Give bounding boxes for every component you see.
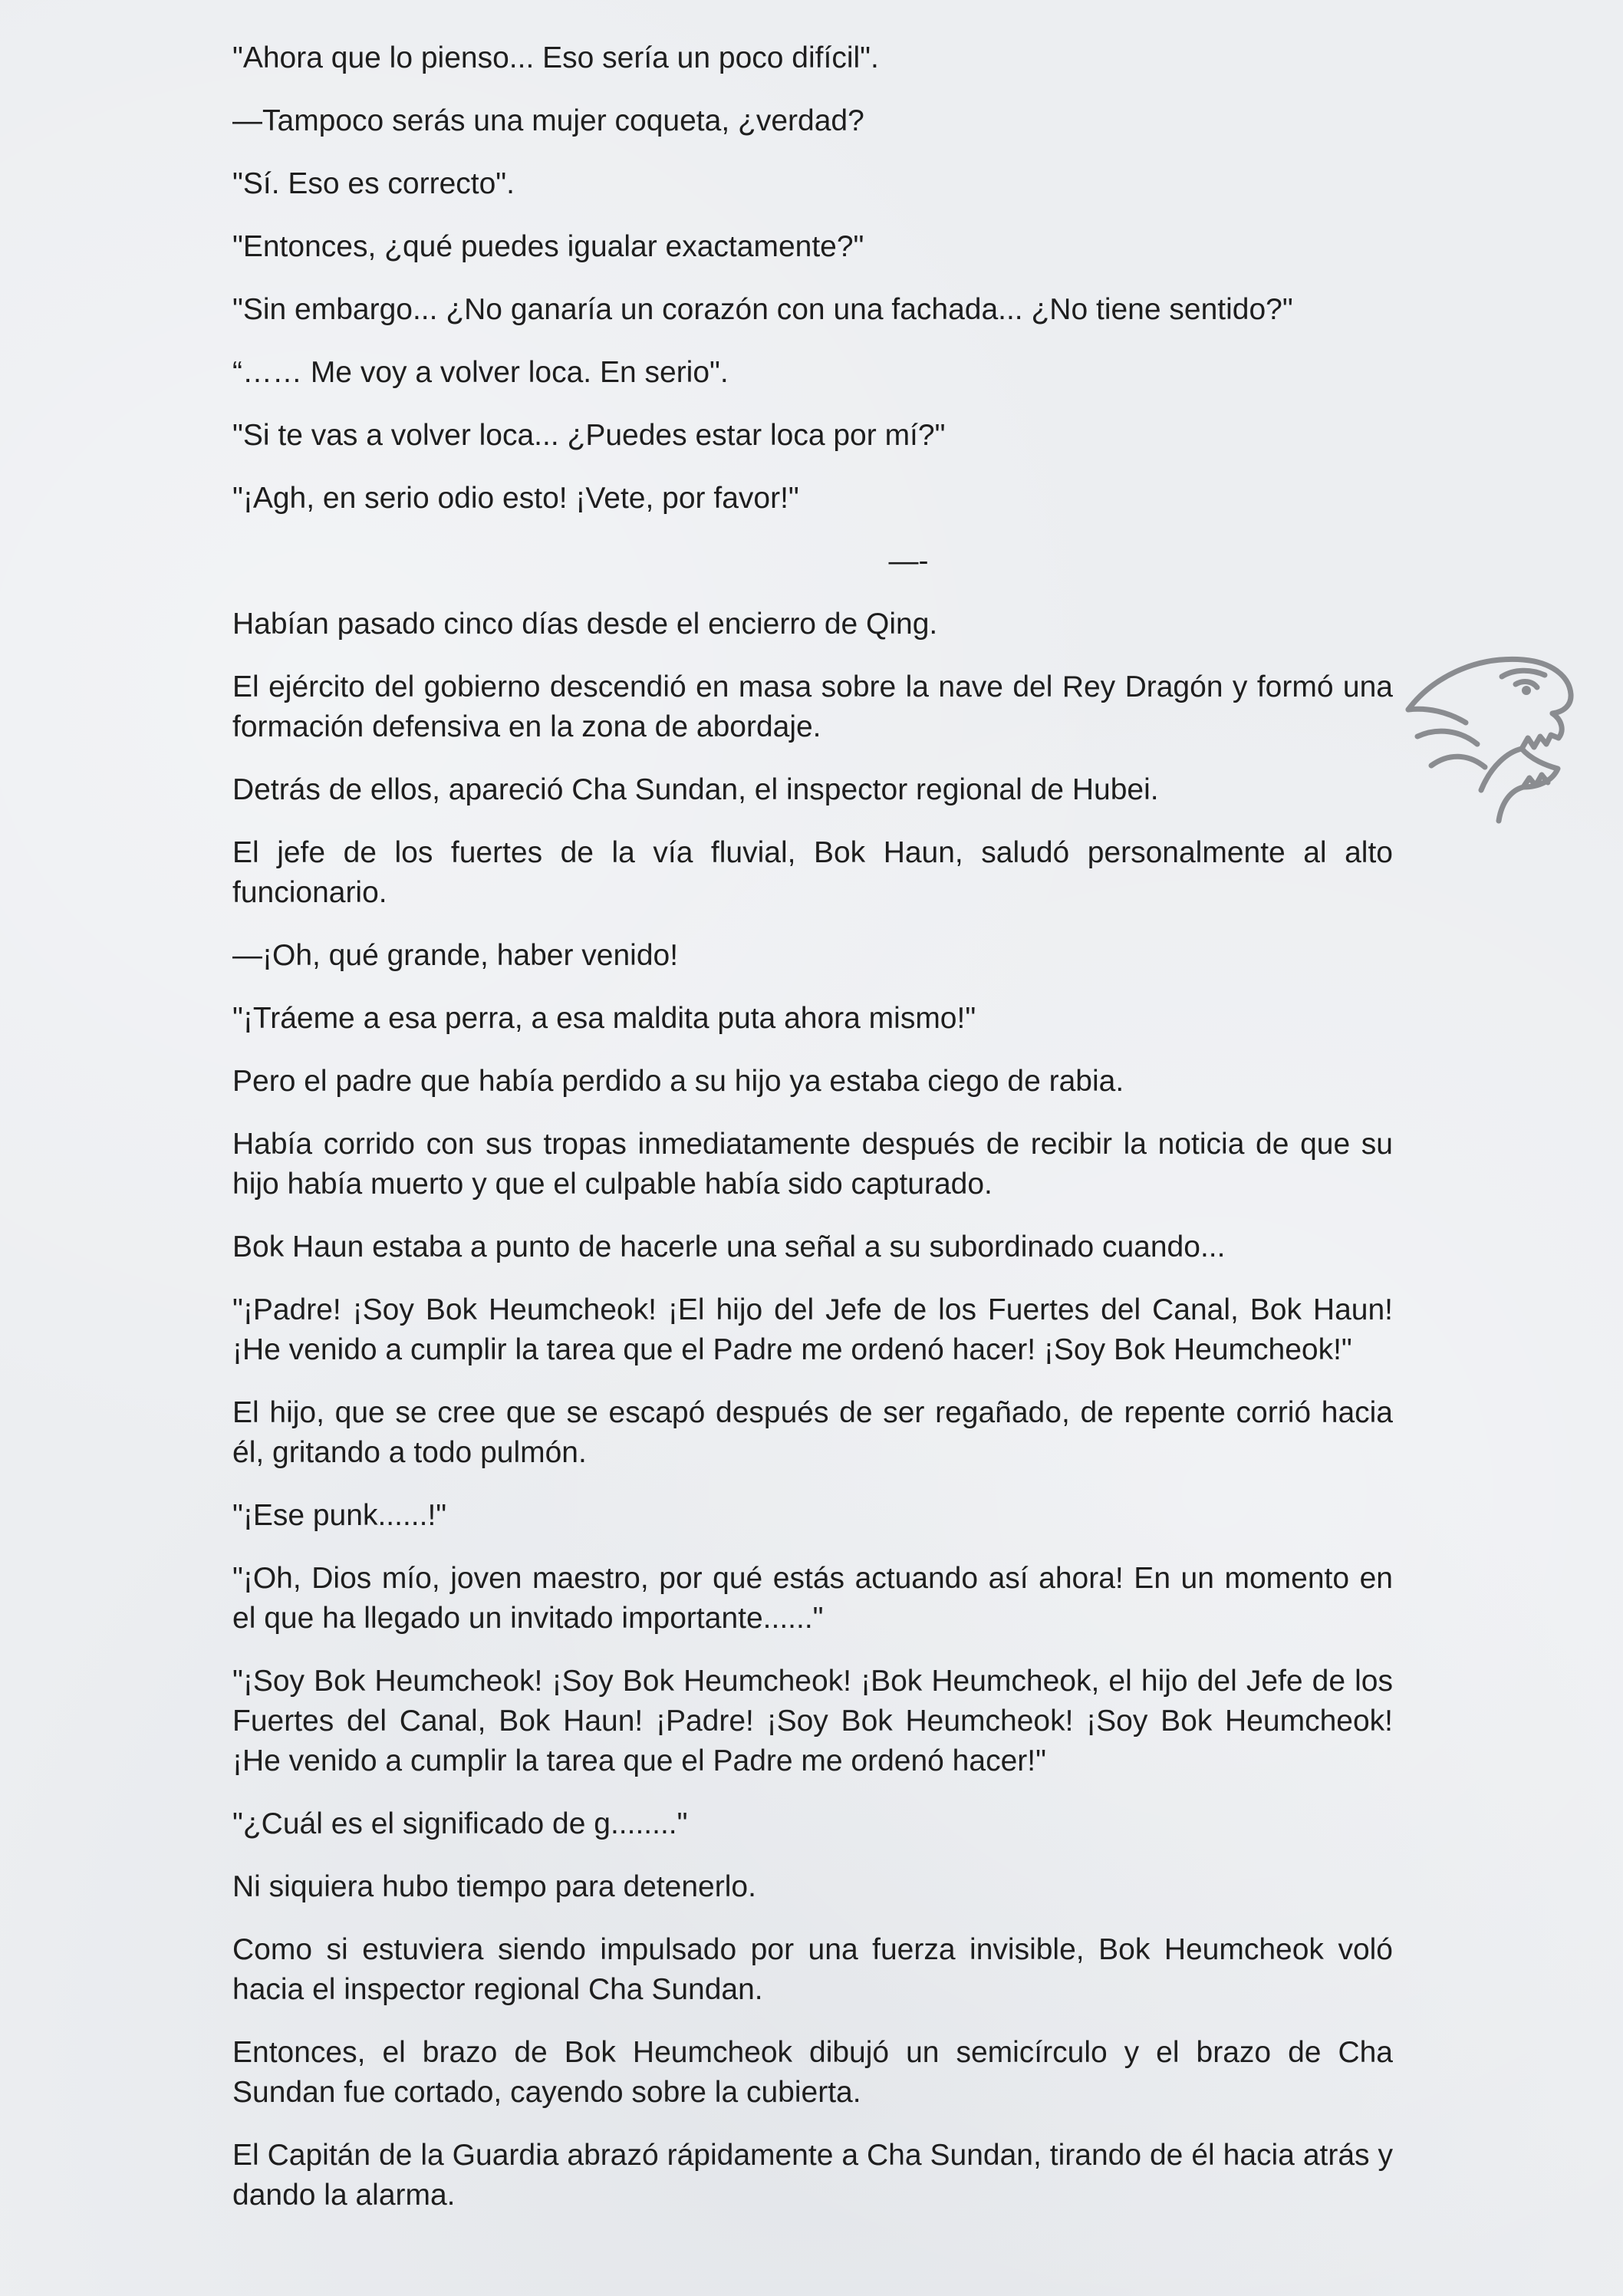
paragraph: El hijo, que se cree que se escapó después de ser regañado, de repente corrió hacia él, gritando a todo pulmón.: [232, 1396, 1393, 1469]
paragraph: "Sin embargo... ¿No ganaría un corazón con una fachada... ¿No tiene sentido?": [232, 293, 1293, 326]
paragraph: —Tampoco serás una mujer coqueta, ¿verdad?: [232, 104, 864, 137]
paragraph: "Ahora que lo pienso... Eso sería un poco difícil".: [232, 41, 879, 74]
paragraph: Como si estuviera siendo impulsado por una fuerza invisible, Bok Heumcheok voló hacia el inspector regional Cha Sundan.: [232, 1933, 1393, 2006]
paragraph: Bok Haun estaba a punto de hacerle una señal a su subordinado cuando...: [232, 1230, 1226, 1263]
paragraph: “…… Me voy a volver loca. En serio".: [232, 356, 729, 389]
dinosaur-head-icon: [1401, 637, 1577, 828]
scene-divider: —-: [888, 545, 929, 578]
paragraph: "¿Cuál es el significado de g........": [232, 1807, 688, 1840]
paragraph: El Capitán de la Guardia abrazó rápidamente a Cha Sundan, tirando de él hacia atrás y dando la alarma.: [232, 2139, 1393, 2212]
paragraph: Había corrido con sus tropas inmediatamente después de recibir la noticia de que su hijo había muerto y que el culpable había sido capturado.: [232, 1128, 1393, 1201]
paragraph: Habían pasado cinco días desde el encierro de Qing.: [232, 608, 938, 641]
paragraph: "¡Agh, en serio odio esto! ¡Vete, por favor!": [232, 482, 799, 515]
paragraph: Ni siquiera hubo tiempo para detenerlo.: [232, 1870, 756, 1903]
paragraph: "¡Ese punk......!": [232, 1499, 447, 1532]
paragraph: Entonces, el brazo de Bok Heumcheok dibujó un semicírculo y el brazo de Cha Sundan fue cortado, cayendo sobre la cubierta.: [232, 2036, 1393, 2109]
paragraph: "Sí. Eso es correcto".: [232, 167, 515, 200]
paragraph: "Si te vas a volver loca... ¿Puedes estar loca por mí?": [232, 419, 946, 452]
paragraph: "¡Padre! ¡Soy Bok Heumcheok! ¡El hijo del Jefe de los Fuertes del Canal, Bok Haun! ¡He venido a cumplir la tarea que el Padre me ordenó hacer! ¡Soy Bok Heumcheok!": [232, 1293, 1393, 1366]
paragraph: Detrás de ellos, apareció Cha Sundan, el inspector regional de Hubei.: [232, 773, 1159, 806]
paragraph: —¡Oh, qué grande, haber venido!: [232, 939, 679, 972]
paragraph: "¡Tráeme a esa perra, a esa maldita puta ahora mismo!": [232, 1002, 976, 1035]
paragraph: "Entonces, ¿qué puedes igualar exactamente?": [232, 230, 864, 263]
paragraph: El ejército del gobierno descendió en masa sobre la nave del Rey Dragón y formó una formación defensiva en la zona de abordaje.: [232, 670, 1393, 743]
paragraph: Pero el padre que había perdido a su hijo ya estaba ciego de rabia.: [232, 1065, 1124, 1098]
paragraph: El jefe de los fuertes de la vía fluvial, Bok Haun, saludó personalmente al alto funcionario.: [232, 836, 1393, 909]
text-body: [232, 38, 1393, 2238]
paragraph: "¡Soy Bok Heumcheok! ¡Soy Bok Heumcheok! ¡Bok Heumcheok, el hijo del Jefe de los Fuertes del Canal, Bok Haun! ¡Padre! ¡Soy Bok Heumcheok! ¡Soy Bok Heumcheok! ¡He venido a cumplir la tarea que el Padre me ordenó hacer!": [232, 1665, 1393, 1777]
paragraph: "¡Oh, Dios mío, joven maestro, por qué estás actuando así ahora! En un momento en el que ha llegado un invitado importante......": [232, 1562, 1393, 1635]
